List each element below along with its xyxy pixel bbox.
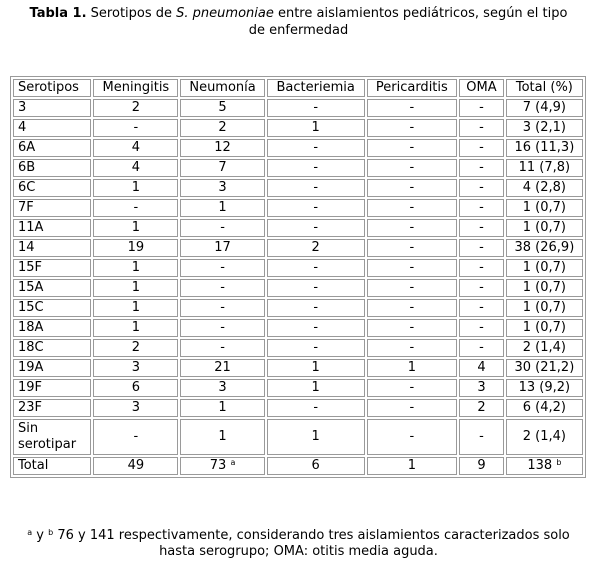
cell-meningitis: 19	[93, 239, 178, 257]
row-label: 15F	[13, 259, 91, 277]
row-label: Total	[13, 457, 91, 475]
cell-oma: -	[459, 419, 504, 455]
cell-meningitis: 4	[93, 139, 178, 157]
cell-pericarditis: -	[367, 179, 458, 197]
table-row	[13, 339, 583, 357]
cell-oma: -	[459, 139, 504, 157]
cell-oma: 2	[459, 399, 504, 417]
cell-total: 4 (2,8)	[506, 179, 583, 197]
cell-neumonia: 21	[180, 359, 265, 377]
cell-oma: -	[459, 159, 504, 177]
row-label	[13, 419, 91, 455]
cell-bacteriemia: 6	[267, 457, 365, 475]
row-label: 18C	[13, 339, 91, 357]
cell-neumonia: 3	[180, 379, 265, 397]
table-row	[13, 179, 583, 197]
caption-species: S. pneumoniae	[176, 6, 274, 21]
table-row-sin-serotipar	[13, 419, 583, 455]
cell-bacteriemia: -	[267, 279, 365, 297]
cell-oma: -	[459, 119, 504, 137]
table-row	[13, 199, 583, 217]
cell-oma: -	[459, 239, 504, 257]
cell-bacteriemia: -	[267, 299, 365, 317]
footnote-y: y	[32, 528, 49, 543]
cell-bacteriemia: -	[267, 199, 365, 217]
caption-label: Tabla 1.	[29, 6, 87, 21]
cell-pericarditis: -	[367, 419, 458, 455]
cell-oma: -	[459, 179, 504, 197]
cell-total: 16 (11,3)	[506, 139, 583, 157]
column-header-oma: OMA	[459, 79, 504, 97]
cell-oma: -	[459, 339, 504, 357]
cell-neumonia-value: 73	[209, 458, 227, 473]
caption-line-2: de enfermedad	[248, 23, 349, 38]
row-label: 23F	[13, 399, 91, 417]
table-row	[13, 119, 583, 137]
row-label: 6A	[13, 139, 91, 157]
cell-total: 6 (4,2)	[506, 399, 583, 417]
row-label: 6C	[13, 179, 91, 197]
cell-meningitis: 1	[93, 259, 178, 277]
cell-pericarditis: -	[367, 159, 458, 177]
cell-neumonia: 1	[180, 199, 265, 217]
table-row	[13, 139, 583, 157]
cell-total: 1 (0,7)	[506, 279, 583, 297]
cell-pericarditis: -	[367, 379, 458, 397]
cell-bacteriemia: 1	[267, 119, 365, 137]
cell-total: 1 (0,7)	[506, 219, 583, 237]
cell-neumonia: 1	[180, 399, 265, 417]
cell-meningitis: -	[93, 419, 178, 455]
cell-bacteriemia: -	[267, 179, 365, 197]
table-row	[13, 319, 583, 337]
cell-pericarditis: -	[367, 339, 458, 357]
cell-total: 1 (0,7)	[506, 199, 583, 217]
table-row	[13, 359, 583, 377]
cell-total: 1 (0,7)	[506, 299, 583, 317]
cell-pericarditis: -	[367, 299, 458, 317]
caption-text-pre: Serotipos de	[86, 6, 177, 21]
footnote-sup-b: b	[48, 528, 54, 537]
row-label: 11A	[13, 219, 91, 237]
cell-total: 1 (0,7)	[506, 259, 583, 277]
row-label: 6B	[13, 159, 91, 177]
cell-neumonia: -	[180, 259, 265, 277]
cell-bacteriemia: -	[267, 219, 365, 237]
table-row	[13, 299, 583, 317]
row-label: 14	[13, 239, 91, 257]
cell-total	[506, 457, 583, 475]
cell-meningitis: 3	[93, 399, 178, 417]
row-label: 15C	[13, 299, 91, 317]
cell-oma: -	[459, 279, 504, 297]
row-label: 19F	[13, 379, 91, 397]
column-header-total: Total (%)	[506, 79, 583, 97]
cell-meningitis: 4	[93, 159, 178, 177]
cell-pericarditis: -	[367, 139, 458, 157]
table-caption	[0, 5, 597, 39]
cell-total: 2 (1,4)	[506, 339, 583, 357]
row-label: 15A	[13, 279, 91, 297]
cell-bacteriemia: -	[267, 339, 365, 357]
cell-meningitis: -	[93, 199, 178, 217]
table-row	[13, 399, 583, 417]
row-label-line-2: serotipar	[18, 437, 77, 452]
cell-neumonia: -	[180, 339, 265, 357]
cell-meningitis: 3	[93, 359, 178, 377]
cell-bacteriemia: -	[267, 139, 365, 157]
cell-pericarditis: -	[367, 259, 458, 277]
table-row	[13, 159, 583, 177]
cell-neumonia: 12	[180, 139, 265, 157]
cell-oma: -	[459, 319, 504, 337]
footnote-sup-a: a	[27, 528, 33, 537]
footnote-text-1: 76 y 141 respectivamente, considerando tres aislamientos caracterizados solo	[53, 528, 570, 543]
cell-oma: -	[459, 99, 504, 117]
cell-neumonia: 5	[180, 99, 265, 117]
caption-text-post: entre aislamientos pediátricos, según el tipo	[273, 6, 568, 21]
cell-total: 3 (2,1)	[506, 119, 583, 137]
table-row	[13, 219, 583, 237]
cell-bacteriemia: -	[267, 159, 365, 177]
cell-bacteriemia: 1	[267, 419, 365, 455]
cell-total: 38 (26,9)	[506, 239, 583, 257]
cell-total: 11 (7,8)	[506, 159, 583, 177]
cell-meningitis: 2	[93, 99, 178, 117]
cell-total: 7 (4,9)	[506, 99, 583, 117]
column-header-pericarditis: Pericarditis	[367, 79, 458, 97]
cell-neumonia: 2	[180, 119, 265, 137]
cell-neumonia: 17	[180, 239, 265, 257]
cell-meningitis: 49	[93, 457, 178, 475]
cell-neumonia: -	[180, 299, 265, 317]
row-label: 4	[13, 119, 91, 137]
row-label: 19A	[13, 359, 91, 377]
cell-pericarditis: -	[367, 279, 458, 297]
cell-neumonia: 7	[180, 159, 265, 177]
cell-neumonia: -	[180, 279, 265, 297]
column-header-bacteriemia: Bacteriemia	[267, 79, 365, 97]
column-header-neumonia: Neumonía	[180, 79, 265, 97]
cell-meningitis: 1	[93, 219, 178, 237]
table-row	[13, 279, 583, 297]
footnote-line-2: hasta serogrupo; OMA: otitis media aguda.	[159, 544, 438, 559]
cell-oma: 4	[459, 359, 504, 377]
cell-total-value: 138	[527, 458, 553, 473]
footnote-marker-a: a	[230, 458, 236, 467]
cell-bacteriemia: -	[267, 99, 365, 117]
cell-total: 2 (1,4)	[506, 419, 583, 455]
cell-oma: -	[459, 299, 504, 317]
cell-pericarditis: -	[367, 199, 458, 217]
cell-pericarditis: 1	[367, 359, 458, 377]
cell-neumonia: 1	[180, 419, 265, 455]
row-label: 18A	[13, 319, 91, 337]
cell-pericarditis: -	[367, 319, 458, 337]
cell-oma: -	[459, 219, 504, 237]
cell-pericarditis: -	[367, 239, 458, 257]
cell-oma: 3	[459, 379, 504, 397]
cell-neumonia: -	[180, 219, 265, 237]
cell-oma: -	[459, 259, 504, 277]
cell-meningitis: 2	[93, 339, 178, 357]
cell-bacteriemia: -	[267, 399, 365, 417]
cell-total: 13 (9,2)	[506, 379, 583, 397]
cell-bacteriemia: 1	[267, 359, 365, 377]
cell-meningitis: 1	[93, 319, 178, 337]
cell-bacteriemia: 1	[267, 379, 365, 397]
row-label: 7F	[13, 199, 91, 217]
serotype-table	[10, 76, 586, 478]
table-row	[13, 259, 583, 277]
cell-neumonia: 3	[180, 179, 265, 197]
cell-neumonia	[180, 457, 265, 475]
table-row-total	[13, 457, 583, 475]
footnote-line-1	[0, 528, 597, 544]
table-row	[13, 379, 583, 397]
column-header-meningitis: Meningitis	[93, 79, 178, 97]
cell-neumonia: -	[180, 319, 265, 337]
cell-meningitis: -	[93, 119, 178, 137]
cell-oma: 9	[459, 457, 504, 475]
cell-meningitis: 1	[93, 179, 178, 197]
cell-meningitis: 1	[93, 299, 178, 317]
table-row	[13, 99, 583, 117]
cell-pericarditis: -	[367, 219, 458, 237]
table-body	[13, 79, 583, 475]
cell-pericarditis: 1	[367, 457, 458, 475]
cell-meningitis: 1	[93, 279, 178, 297]
cell-bacteriemia: -	[267, 319, 365, 337]
table-footnote	[0, 528, 597, 560]
cell-bacteriemia: 2	[267, 239, 365, 257]
table-header-row	[13, 79, 583, 97]
table-row	[13, 239, 583, 257]
caption-line-1	[0, 5, 597, 22]
row-label: 3	[13, 99, 91, 117]
column-header-serotype: Serotipos	[13, 79, 91, 97]
footnote-marker-b: b	[556, 458, 562, 467]
cell-meningitis: 6	[93, 379, 178, 397]
cell-pericarditis: -	[367, 99, 458, 117]
cell-total: 1 (0,7)	[506, 319, 583, 337]
cell-bacteriemia: -	[267, 259, 365, 277]
cell-pericarditis: -	[367, 399, 458, 417]
cell-pericarditis: -	[367, 119, 458, 137]
cell-oma: -	[459, 199, 504, 217]
row-label-line-1: Sin	[18, 421, 39, 436]
cell-total: 30 (21,2)	[506, 359, 583, 377]
